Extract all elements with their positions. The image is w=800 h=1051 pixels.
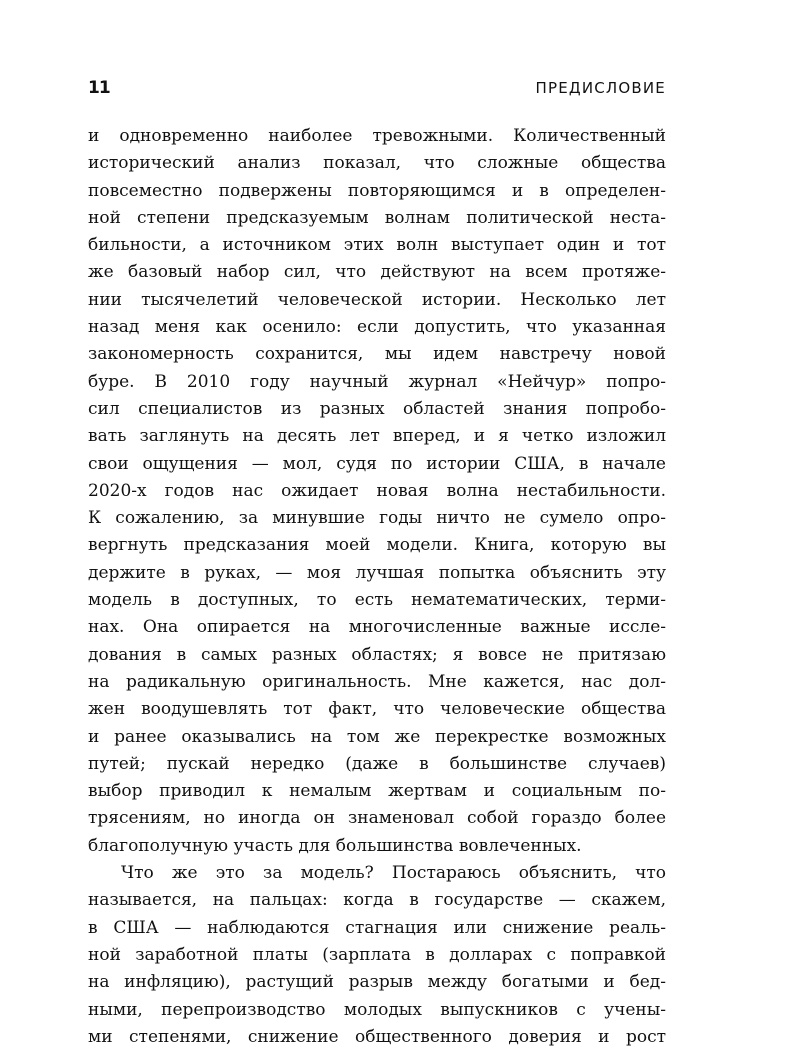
- text-line: ными, перепроизводство молодых выпускников с учены-: [88, 999, 666, 1020]
- text-line: ной заработной платы (зарплата в долларах с поправкой: [88, 944, 666, 965]
- text-line: вать заглянуть на десять лет вперед, и я четко изложил: [88, 426, 666, 447]
- text-line: трясениям, но иногда он знаменовал собой гораздо более: [88, 808, 666, 829]
- body-text: [88, 123, 666, 1051]
- page-number: 11: [88, 78, 110, 98]
- text-line: К сожалению, за минувшие годы ничто не сумело опро-: [88, 508, 666, 529]
- text-line: жен воодушевлять тот факт, что человеческие общества: [88, 699, 666, 720]
- text-line: модель в доступных, то есть нематематических, терми-: [88, 590, 666, 611]
- text-line: назад меня как осенило: если допустить, что указанная: [88, 317, 666, 338]
- running-head: ПРЕДИСЛОВИЕ: [535, 79, 666, 97]
- text-line: на радикальную оригинальность. Мне кажется, нас дол-: [88, 671, 666, 692]
- text-line: ми степенями, снижение общественного доверия и рост: [88, 1026, 666, 1047]
- text-line: нах. Она опирается на многочисленные важные иссле-: [88, 617, 666, 638]
- paragraph-start-line: Что же это за модель? Постараюсь объяснить, что: [121, 863, 666, 884]
- text-line: и ранее оказывались на том же перекрестке возможных: [88, 726, 666, 747]
- text-line: и одновременно наиболее тревожными. Количественный: [88, 126, 666, 146]
- text-line: называется, на пальцах: когда в государстве — скажем,: [88, 890, 666, 911]
- page-header: [88, 76, 666, 102]
- text-line: свои ощущения — мол, судя по истории США, в начале: [88, 453, 666, 474]
- text-line: повсеместно подвержены повторяющимся и в определен-: [88, 180, 666, 201]
- text-line: держите в руках, — моя лучшая попытка объяснить эту: [88, 562, 666, 583]
- text-line: путей; пускай нередко (даже в большинстве случаев): [88, 753, 666, 774]
- text-line: выбор приводил к немалым жертвам и социальным по-: [88, 781, 666, 802]
- paragraph-end-line: благополучную участь для большинства вовлеченных.: [88, 835, 582, 856]
- text-line: исторический анализ показал, что сложные общества: [88, 153, 666, 174]
- text-line: на инфляцию), растущий разрыв между богатыми и бед-: [88, 972, 666, 993]
- text-line: буре. В 2010 году научный журнал «Нейчур» попро-: [88, 371, 666, 392]
- text-line: сил специалистов из разных областей знания попробо-: [88, 398, 666, 419]
- text-line: ной степени предсказуемым волнам политической неста-: [88, 207, 666, 228]
- text-line: нии тысячелетий человеческой истории. Несколько лет: [88, 289, 666, 310]
- text-line: дования в самых разных областях; я вовсе не притязаю: [88, 644, 666, 665]
- text-line: закономерность сохранится, мы идем навстречу новой: [88, 344, 666, 365]
- text-line: 2020-х годов нас ожидает новая волна нестабильности.: [88, 480, 666, 501]
- text-line: же базовый набор сил, что действуют на всем протяже-: [88, 262, 666, 283]
- text-line: в США — наблюдаются стагнация или снижение реаль-: [88, 917, 666, 938]
- text-line: бильности, а источником этих волн выступает один и тот: [88, 235, 666, 256]
- text-line: вергнуть предсказания моей модели. Книга, которую вы: [88, 535, 666, 556]
